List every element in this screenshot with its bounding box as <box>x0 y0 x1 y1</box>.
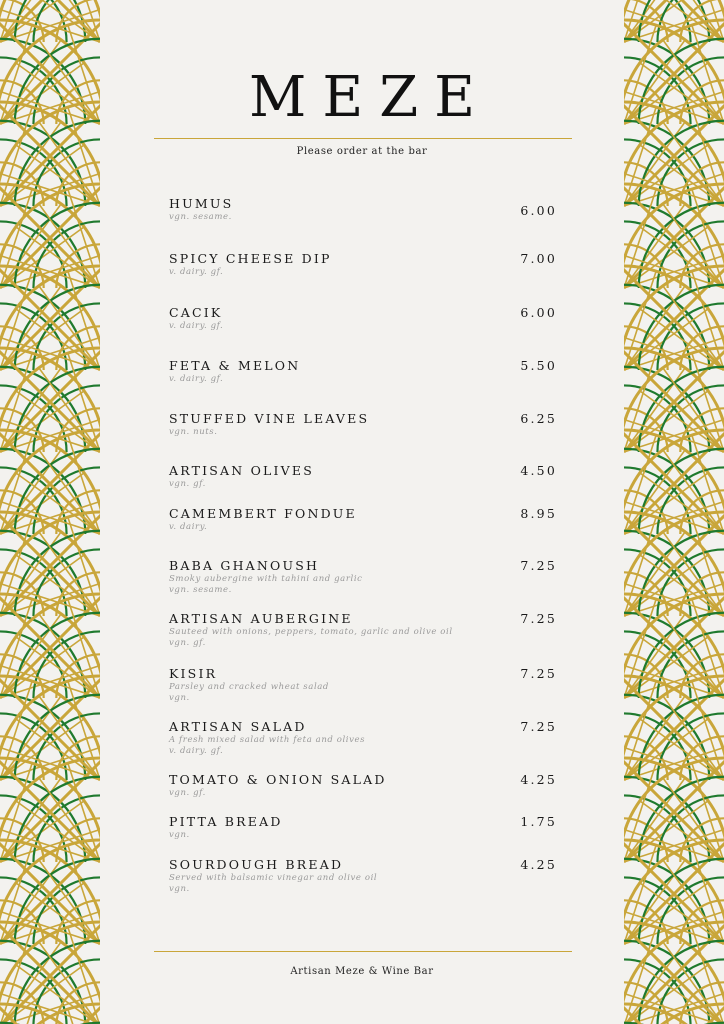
item-price: 6.00 <box>520 203 557 218</box>
item-dietary-tags: v. dairy. gf. <box>169 321 224 331</box>
menu-item <box>169 506 561 533</box>
item-description: A fresh mixed salad with feta and olives <box>169 735 366 745</box>
item-name: SPICY CHEESE DIP <box>169 251 332 266</box>
menu-item <box>169 463 561 490</box>
item-dietary-tags: v. dairy. <box>169 522 208 532</box>
item-price: 8.95 <box>520 506 557 521</box>
item-price: 6.25 <box>520 411 557 426</box>
menu-title: MEZE <box>248 65 491 130</box>
menu-item <box>169 305 561 332</box>
item-price: 1.75 <box>520 814 557 829</box>
item-name: ARTISAN SALAD <box>169 719 307 734</box>
menu-item <box>169 196 561 223</box>
item-name: SOURDOUGH BREAD <box>169 857 344 872</box>
item-description: Parsley and cracked wheat salad <box>169 682 329 692</box>
order-instruction: Please order at the bar <box>296 146 428 157</box>
item-description: Sauteed with onions, peppers, tomato, garlic and olive oil <box>169 627 453 637</box>
item-dietary-tags: vgn. gf. <box>169 479 206 489</box>
menu-item <box>169 251 561 278</box>
item-dietary-tags: vgn. sesame. <box>169 212 232 222</box>
item-name: ARTISAN AUBERGINE <box>169 611 353 626</box>
item-dietary-tags: vgn. <box>169 830 190 840</box>
item-description: Served with balsamic vinegar and olive oil <box>169 873 378 883</box>
item-name: CAMEMBERT FONDUE <box>169 506 357 521</box>
item-name: HUMUS <box>169 196 234 211</box>
item-name: TOMATO & ONION SALAD <box>169 772 387 787</box>
item-price: 4.25 <box>520 857 557 872</box>
menu-item <box>169 411 561 438</box>
venue-name: Artisan Meze & Wine Bar <box>290 966 434 977</box>
item-name: ARTISAN OLIVES <box>169 463 314 478</box>
menu-item <box>169 558 561 596</box>
item-name: KISIR <box>169 666 218 681</box>
bottom-divider <box>154 951 572 952</box>
item-price: 6.00 <box>520 305 557 320</box>
item-price: 7.25 <box>520 666 557 681</box>
menu-item <box>169 772 561 799</box>
menu-item <box>169 611 561 649</box>
item-dietary-tags: vgn. gf. <box>169 788 206 798</box>
item-price: 7.25 <box>520 719 557 734</box>
top-divider <box>154 138 572 139</box>
item-name: PITTA BREAD <box>169 814 283 829</box>
item-name: CACIK <box>169 305 223 320</box>
item-price: 4.50 <box>520 463 557 478</box>
item-name: FETA & MELON <box>169 358 301 373</box>
item-dietary-tags: vgn. nuts. <box>169 427 218 437</box>
item-dietary-tags: v. dairy. gf. <box>169 267 224 277</box>
item-dietary-tags: vgn. sesame. <box>169 585 232 595</box>
item-description: Smoky aubergine with tahini and garlic <box>169 574 363 584</box>
item-dietary-tags: v. dairy. gf. <box>169 746 224 756</box>
item-price: 7.00 <box>520 251 557 266</box>
menu-item <box>169 814 561 841</box>
item-price: 5.50 <box>520 358 557 373</box>
item-price: 4.25 <box>520 772 557 787</box>
menu-item <box>169 358 561 385</box>
menu-item <box>169 666 561 704</box>
item-price: 7.25 <box>520 558 557 573</box>
item-dietary-tags: vgn. <box>169 884 190 894</box>
menu-item <box>169 857 561 895</box>
menu-item <box>169 719 561 757</box>
item-dietary-tags: vgn. gf. <box>169 638 206 648</box>
item-price: 7.25 <box>520 611 557 626</box>
item-name: BABA GHANOUSH <box>169 558 320 573</box>
item-name: STUFFED VINE LEAVES <box>169 411 370 426</box>
item-dietary-tags: v. dairy. gf. <box>169 374 224 384</box>
item-dietary-tags: vgn. <box>169 693 190 703</box>
